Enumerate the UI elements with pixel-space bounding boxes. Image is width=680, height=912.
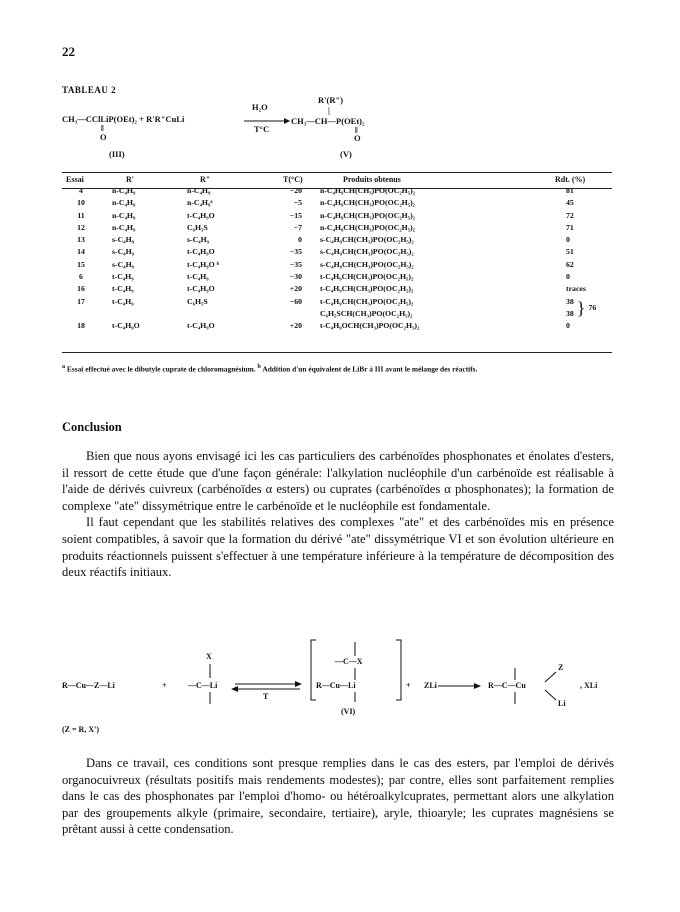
cell-temperature: −15 <box>289 210 302 220</box>
complex-bracket-left <box>311 640 316 700</box>
table-row <box>62 234 612 246</box>
footnote-b-mark: b <box>257 364 261 370</box>
cell-r2: t-C₄H₉O ᵇ <box>187 259 220 269</box>
cell-temperature: +20 <box>289 284 302 294</box>
scheme-complex-label: (VI) <box>341 707 356 716</box>
reagent-water: H₂O <box>252 102 268 112</box>
cell-product: s-C₄H₉CH(CH₃)PO(OC₂H₅)₂ <box>320 235 414 245</box>
cell-r2: n-C₄H₉ <box>187 186 211 195</box>
cell-r2: s-C₄H₉ <box>187 235 210 245</box>
cell-r1: n-C₄H₉ <box>112 186 136 195</box>
cell-product: n-C₄H₉CH(CH₃)PO(OC₂H₅)₂ <box>320 210 416 220</box>
cell-product: n-C₄H₉CH(CH₃)PO(OC₂H₅)₂ <box>320 198 416 208</box>
cell-r1: t-C₄H₉ <box>112 272 134 282</box>
header-r1: R' <box>126 175 134 184</box>
cell-yield: 0 <box>566 272 570 282</box>
cell-r2: t-C₄H₉O <box>187 210 215 220</box>
cell-essai: 4 <box>79 186 83 195</box>
header-rendement: Rdt. (%) <box>555 175 586 184</box>
cell-product <box>320 296 560 321</box>
cell-r2: t-C₄H₉O <box>187 284 215 294</box>
cell-essai: 10 <box>77 198 85 208</box>
product-bond-li <box>545 690 556 700</box>
cell-temperature: −30 <box>289 272 302 282</box>
cell-yield: 72 <box>566 210 574 220</box>
cell-temperature: −20 <box>289 186 302 195</box>
cell-yield: 0 <box>566 321 570 331</box>
table-row <box>62 259 612 271</box>
cell-yield: 45 <box>566 198 574 208</box>
complex-bracket-right <box>396 640 401 700</box>
table-rule-top <box>62 172 612 173</box>
cell-yield: 71 <box>566 222 574 232</box>
table-title: TABLEAU 2 <box>62 85 117 95</box>
cell-essai: 14 <box>77 247 85 257</box>
label-III: (III) <box>109 149 125 159</box>
scheme-complex: R—Cu—Li <box>316 681 356 690</box>
table-row <box>62 185 612 197</box>
reaction-temperature: T°C <box>254 124 270 134</box>
scheme-plus-1: + <box>162 681 167 690</box>
cell-r2: C₆H₅S <box>187 296 208 306</box>
cell-temperature: −35 <box>289 259 302 269</box>
cell-yield: 0 <box>566 235 570 245</box>
table-footnotes <box>62 362 612 374</box>
header-temperature: T(°C) <box>283 175 303 184</box>
paragraph-1: Bien que nous ayons envisagé ici les cas particuliers des carbénoïdes phosphonates et énolates d'esters, il ressort de cette étude que d'une façon générale: l'alkylation nucléophile d'un carbénoïde est réalisable à l'aide de dérivés cuivreux (carbénoïdes α esters) ou cuprates (carbénoïdes α phosphonates); la formation de complexe "ate" dissymétrique entre le carbénoïde et le nucléophile est fondamentale. <box>62 449 614 513</box>
footnote-a: Essai effectué avec le dibutyle cuprate de chloromagnésium. <box>65 364 258 374</box>
cell-essai: 11 <box>77 210 85 220</box>
cell-product-line: t-C₄H₉CH(CH₃)PO(OC₂H₅)₂ <box>320 296 414 306</box>
results-table <box>62 185 612 333</box>
reactant-oxygen: O <box>100 132 107 142</box>
cell-product: s-C₄H₉CH(CH₃)PO(OC₂H₅)₂ <box>320 247 414 257</box>
product-oxygen: O <box>354 133 361 143</box>
cell-essai: 12 <box>77 222 85 232</box>
reactant-double-bond: ‖ <box>101 123 104 133</box>
table-row <box>62 283 612 295</box>
cell-temperature: −7 <box>293 222 302 232</box>
cell-temperature: −5 <box>293 198 302 208</box>
cell-r1: n-C₄H₉ <box>112 210 136 220</box>
product-substituent: R'(R") <box>318 95 344 105</box>
body-text-bottom <box>62 755 614 838</box>
page-number: 22 <box>62 44 75 59</box>
scheme-x-atom: X <box>206 652 212 661</box>
body-text-top <box>62 448 614 581</box>
cell-yield: 81 <box>566 186 574 195</box>
footnote-a-mark: a <box>62 364 66 370</box>
cell-r2: t-C₄H₉O <box>187 321 215 331</box>
table-row <box>62 222 612 234</box>
cell-yield: traces <box>566 284 586 294</box>
cell-product: t-C₄H₉CH(CH₃)PO(OC₂H₅)₂ <box>320 272 414 282</box>
cell-r1: n-C₄H₉ <box>112 222 136 232</box>
scheme-product-li: Li <box>558 699 566 708</box>
cell-r1: t-C₄H₉ <box>112 284 134 294</box>
scheme-xli: , XLi <box>580 681 598 690</box>
scheme-product: R—C—Cu <box>488 681 526 690</box>
cell-essai: 13 <box>77 235 85 245</box>
cell-essai: 16 <box>77 284 85 294</box>
scheme-complex-top: —C—X <box>335 657 363 666</box>
table-row <box>62 246 612 258</box>
cell-temperature: 0 <box>298 235 302 245</box>
cell-essai: 15 <box>77 259 85 269</box>
cell-temperature: +20 <box>289 321 302 331</box>
cell-r2: n-C₄H₉ᵃ <box>187 198 213 208</box>
cell-temperature: −60 <box>289 296 302 306</box>
cell-product: n-C₄H₉CH(CH₃)PO(OC₂H₅)₂ <box>320 186 416 195</box>
cell-product: t-C₄H₉OCH(CH₃)PO(OC₂H₅)₂ <box>320 321 420 331</box>
table-row <box>62 320 612 332</box>
cell-product-line: C₆H₅SCH(CH₃)PO(OC₂H₅)₂ <box>320 308 413 318</box>
cell-essai: 18 <box>77 321 85 331</box>
paragraph-2: Il faut cependant que les stabilités relatives des complexes "ate" et des carbénoïdes mis en présence soient compatibles, à savoir que la formation du dérivé "ate" dissymétrique VI et son évolution ultérieure en produits réactionnels puissent s'effectuer à une température inférieure à la température de décomposition des deux réactifs initiaux. <box>62 515 614 580</box>
footnote-b: Addition d'un équivalent de LiBr à III avant le mélange des réactifs. <box>260 364 478 374</box>
cell-r2: t-C₄H₉O <box>187 247 215 257</box>
cell-r1: s-C₄H₉ <box>112 235 135 245</box>
cell-r1: s-C₄H₉ <box>112 247 135 257</box>
cell-temperature: −35 <box>289 247 302 257</box>
header-r2: R" <box>200 175 211 184</box>
cell-yield-line: 38 <box>566 308 574 318</box>
cell-r1: t-C₄H₉ <box>112 296 134 306</box>
table-row <box>62 296 612 321</box>
table-row <box>62 197 612 209</box>
scheme-zli: ZLi <box>424 681 437 690</box>
cell-r2: C₆H₅S <box>187 222 208 232</box>
table-row <box>62 271 612 283</box>
cell-r1: t-C₄H₉O <box>112 321 140 331</box>
table-rule-bottom <box>62 352 612 353</box>
reaction-arrow-head <box>284 118 290 124</box>
scheme-reactant: R—Cu—Z—Li <box>62 681 115 690</box>
product-double-bond: ‖ <box>355 125 358 135</box>
label-V: (V) <box>340 149 352 159</box>
table-row <box>62 210 612 222</box>
cell-product: n-C₄H₉CH(CH₃)PO(OC₂H₅)₂ <box>320 222 416 232</box>
scheme-carbenoid: —C—Li <box>188 681 218 690</box>
scheme-product-z: Z <box>558 663 564 672</box>
header-essai: Essai <box>66 175 84 184</box>
reactant-formula: CH₃—CClLiP(OEt)₂ + R'R"CuLi <box>62 114 185 124</box>
product-bond: | <box>328 105 330 115</box>
cell-product: s-C₄H₉CH(CH₃)PO(OC₂H₅)₂ <box>320 259 414 269</box>
cell-r2: t-C₄H₉ <box>187 272 209 282</box>
cell-yield: 51 <box>566 247 574 257</box>
cell-yield-total: 76 <box>588 302 597 312</box>
cell-essai: 6 <box>79 272 83 282</box>
scheme-note: (Z = R, X') <box>62 725 99 734</box>
cell-yield <box>560 296 612 321</box>
header-produits: Produits obtenus <box>343 175 401 184</box>
scheme-plus-2: + <box>406 681 411 690</box>
cell-yield-line: 38 <box>566 296 574 306</box>
yield-brace: } <box>576 297 586 318</box>
cell-essai: 17 <box>77 296 85 306</box>
cell-product: t-C₄H₉CH(CH₃)PO(OC₂H₅)₂ <box>320 284 414 294</box>
product-arrowhead <box>474 683 481 689</box>
equilibrium-arrowhead-top <box>295 681 302 687</box>
section-title: Conclusion <box>62 420 122 434</box>
cell-r1: s-C₄H₉ <box>112 259 135 269</box>
scheme-arrow-label: T <box>263 692 269 701</box>
product-bond-z <box>545 672 556 682</box>
equilibrium-arrowhead-bottom <box>231 686 238 692</box>
cell-r1: n-C₄H₉ <box>112 198 136 208</box>
paragraph-3: Dans ce travail, ces conditions sont presque remplies dans le cas des esters, par l'emploi de dérivés organocuivreux (résultats positifs mais rendements modestes); par contre, elles sont parfaitement remplies dans le cas des phosphonates par l'emploi d'homo- ou hétéroalkylcuprates, permettant alors une alkylation par des groupements alkyle (primaire, secondaire, tertiaire), aryle, thioaryle; les cuprates magnésiens se prêtant aussi à cette condensation. <box>62 756 614 837</box>
product-formula: CH₃—CH—P(OEt)₂ <box>291 116 365 126</box>
cell-yield: 62 <box>566 259 574 269</box>
